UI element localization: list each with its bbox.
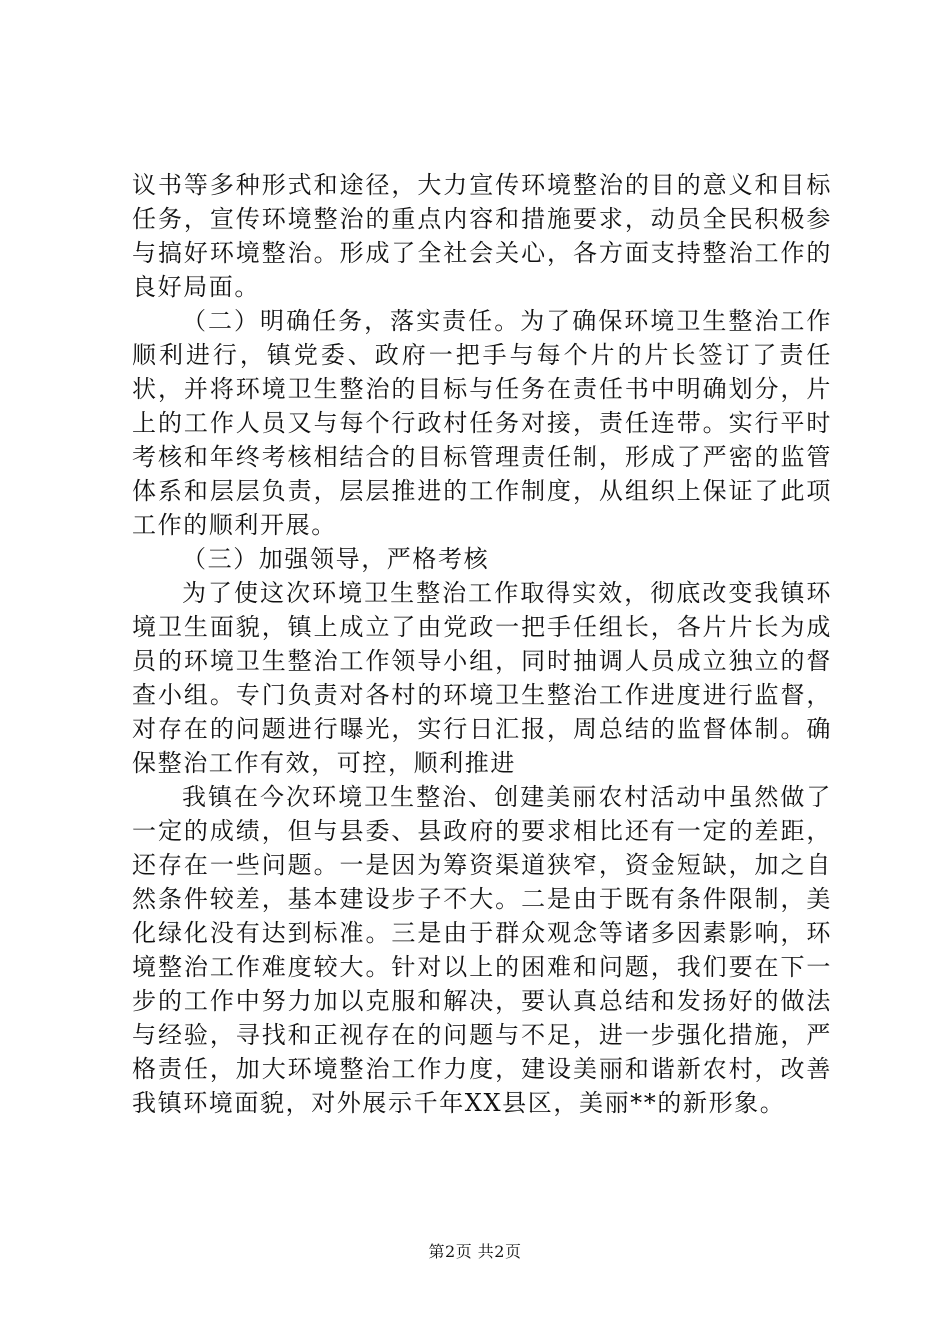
page-footer: 第2页 共2页 (428, 1242, 522, 1261)
paragraph-summary: 我镇在今次环境卫生整治、创建美丽农村活动中虽然做了一定的成绩，但与县委、县政府的要求相比还有一定的差距，还存在一些问题。一是因为筹资渠道狭窄，资金短缺，加之自然条件较差，基本建设步子不大。二是由于既有条件限制，美化绿化没有达到标准。三是由于群众观念等诸多因素影响，环境整治工作难度较大。针对以上的困难和问题，我们要在下一步的工作中努力加以克服和解决，要认真总结和发扬好的做法与经验，寻找和正视存在的问题与不足，进一步强化措施，严格责任，加大环境整治工作力度，建设美丽和谐新农村，改善我镇环境面貌，对外展示千年XX县区，美丽**的新形象。 (132, 783, 832, 1117)
paragraph-section-two: （二）明确任务，落实责任。为了确保环境卫生整治工作顺利进行，镇党委、政府一把手与每个片的片长签订了责任状，并将环境卫生整治的目标与任务在责任书中明确划分，片上的工作人员又与每个行政村任务对接，责任连带。实行平时考核和年终考核相结合的目标管理责任制，形成了严密的监管体系和层层负责，层层推进的工作制度，从组织上保证了此项工作的顺利开展。 (132, 307, 832, 539)
document-body (132, 168, 832, 1120)
paragraph-section-three: 为了使这次环境卫生整治工作取得实效，彻底改变我镇环境卫生面貌，镇上成立了由党政一把手任组长，各片片长为成员的环境卫生整治工作领导小组，同时抽调人员成立独立的督查小组。专门负责对各村的环境卫生整治工作进度进行监督，对存在的问题进行曝光，实行日汇报，周总结的监督体制。确保整治工作有效，可控，顺利推进 (132, 579, 832, 777)
section-three-heading: （三）加强领导，严格考核 (182, 545, 490, 573)
paragraph-continuation: 议书等多种形式和途径，大力宣传环境整治的目的意义和目标任务，宣传环境整治的重点内容和措施要求，动员全民积极参与搞好环境整治。形成了全社会关心，各方面支持整治工作的良好局面。 (132, 171, 832, 301)
